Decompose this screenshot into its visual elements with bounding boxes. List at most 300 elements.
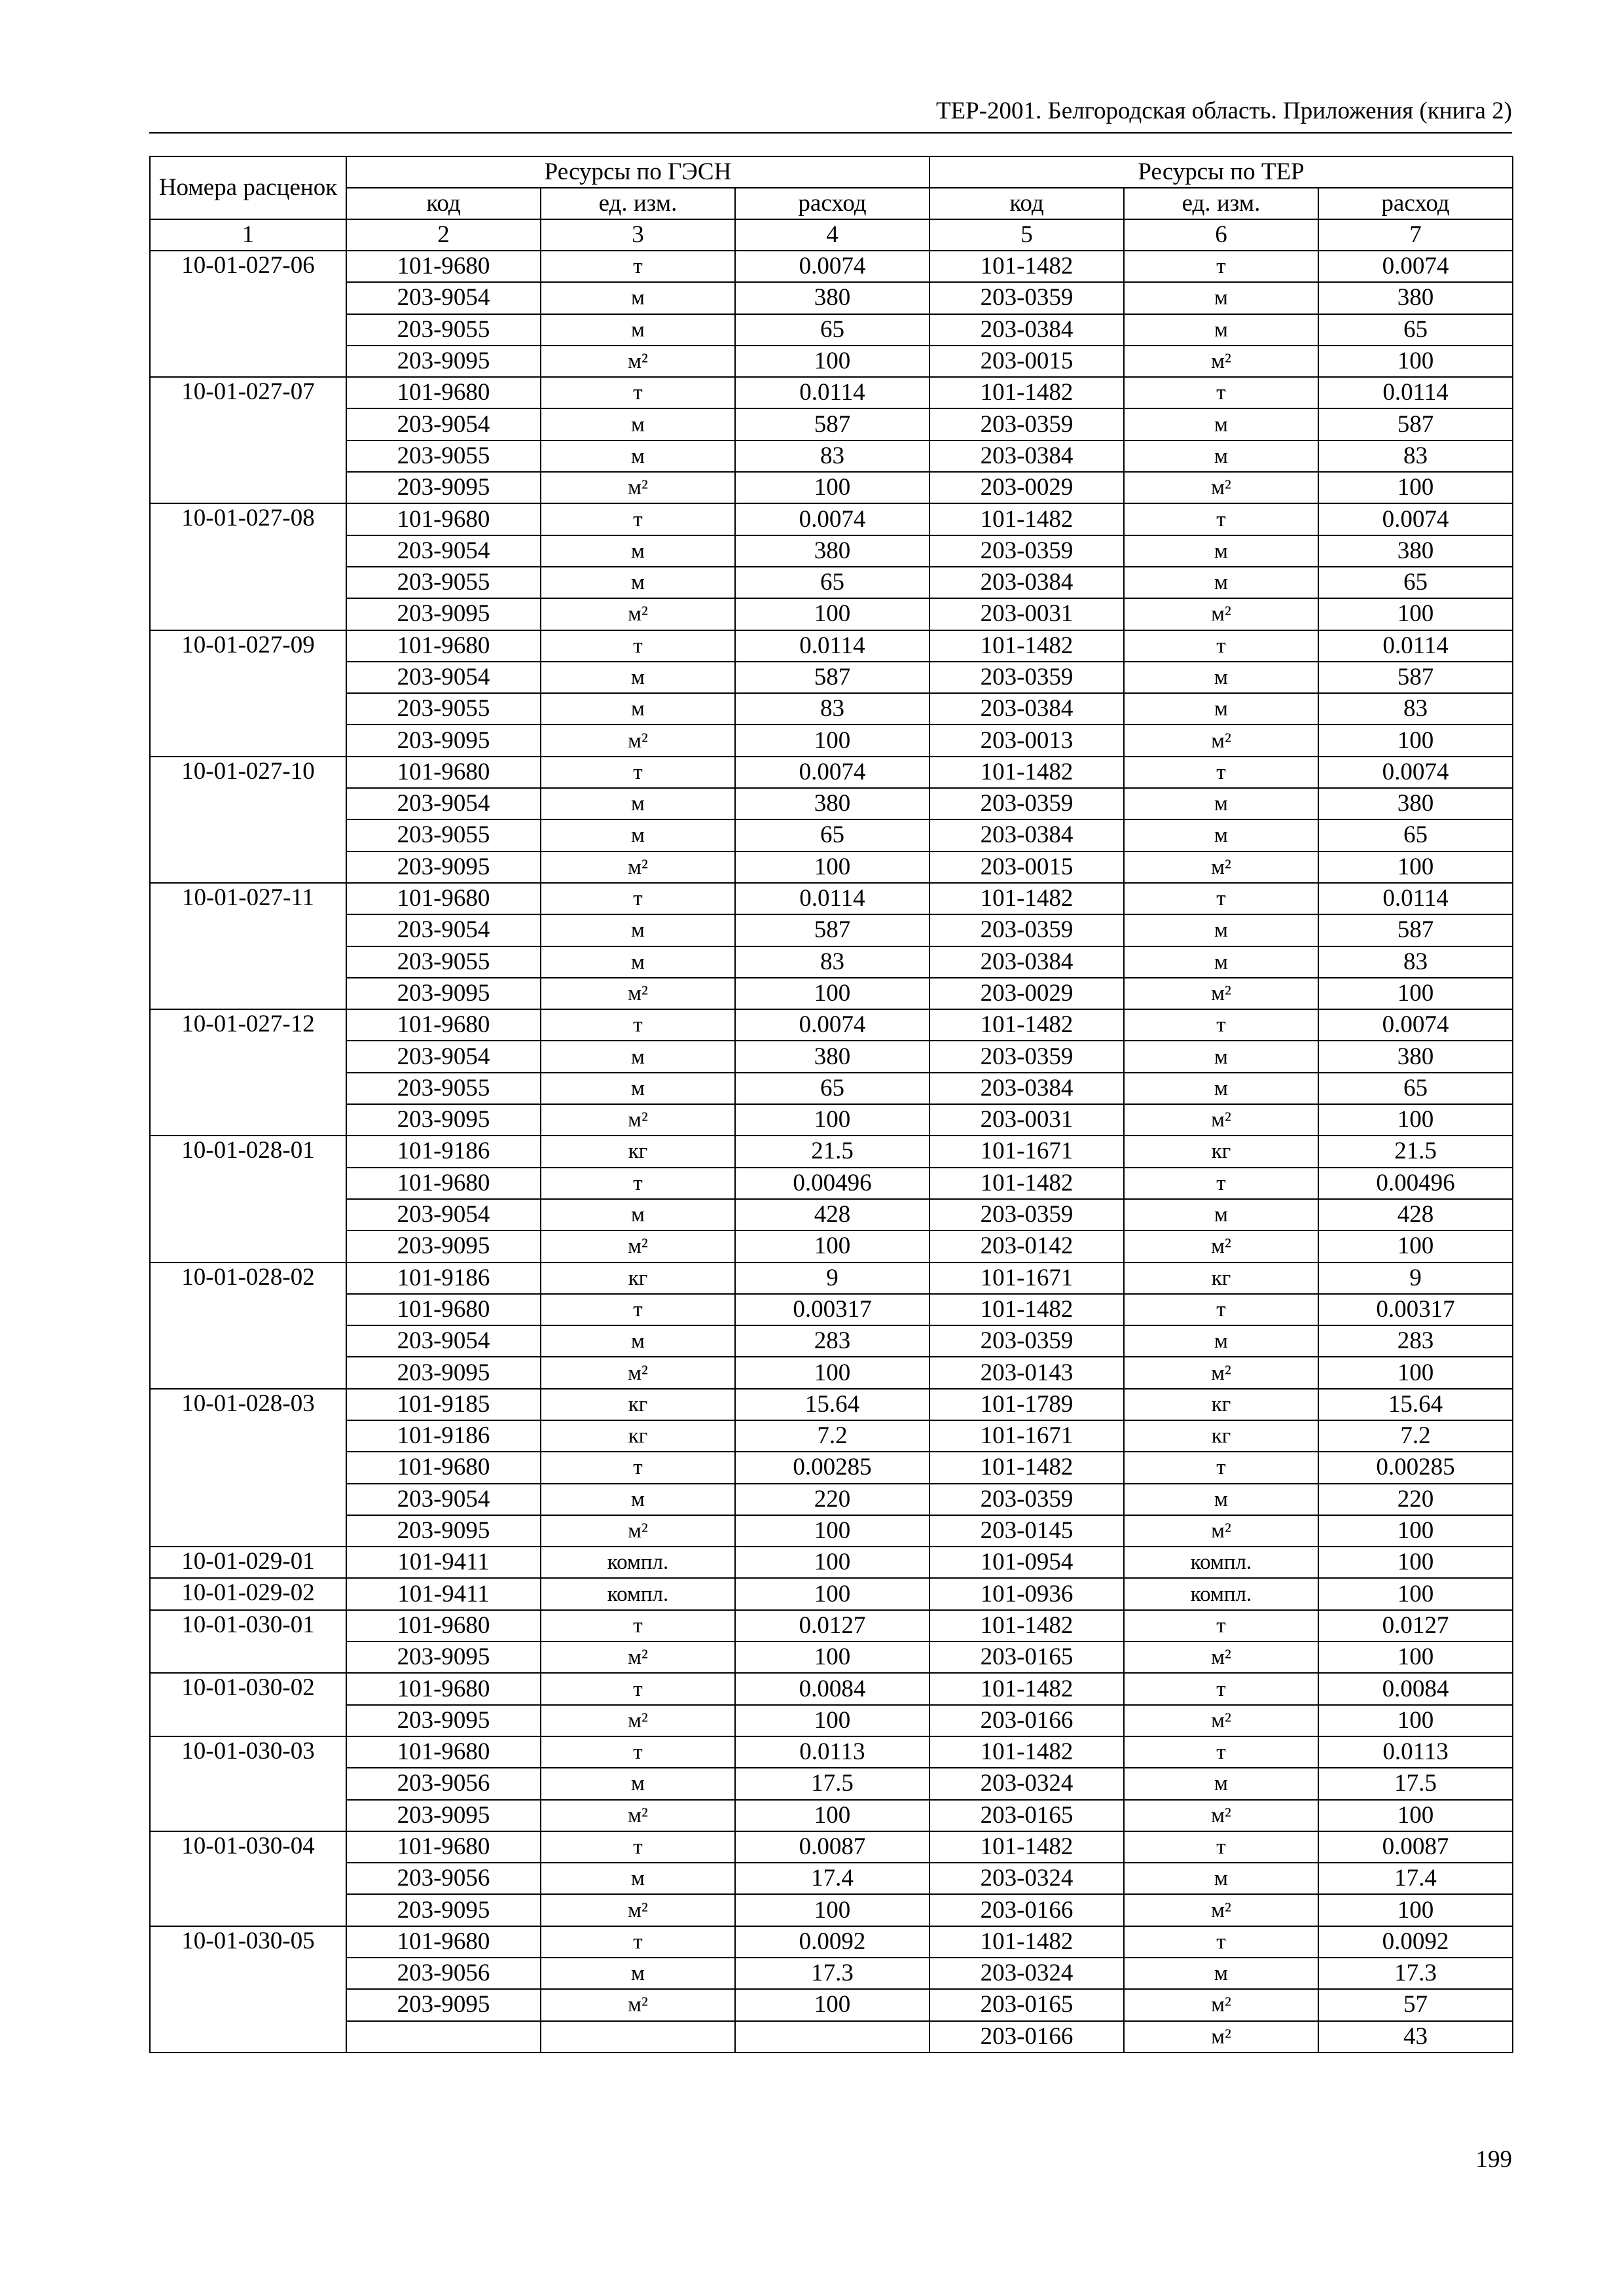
- gesn-unit-cell: м: [541, 1073, 735, 1104]
- table-row: [150, 978, 1513, 1009]
- ter-unit-cell: м: [1124, 282, 1318, 314]
- ter-code-cell: 101-1482: [929, 377, 1124, 408]
- ter-consumption-cell: 380: [1318, 788, 1513, 819]
- gesn-code-cell: 203-9095: [346, 1989, 541, 2020]
- table-row: [150, 630, 1513, 662]
- ter-code-cell: 203-0013: [929, 725, 1124, 756]
- gesn-code-cell: 203-9055: [346, 440, 541, 472]
- table-row: [150, 1863, 1513, 1894]
- ter-code-cell: 203-0165: [929, 1800, 1124, 1831]
- column-number: 2: [346, 219, 541, 251]
- ter-consumption-cell: 100: [1318, 1515, 1513, 1547]
- gesn-consumption-cell: 83: [735, 693, 929, 725]
- ter-unit-cell: т: [1124, 1168, 1318, 1199]
- table-row: [150, 725, 1513, 756]
- gesn-code-cell: 203-9095: [346, 978, 541, 1009]
- ter-unit-header: ед. изм.: [1124, 188, 1318, 219]
- table-row: [150, 946, 1513, 978]
- gesn-code-cell: 101-9186: [346, 1136, 541, 1167]
- table-row: [150, 914, 1513, 946]
- ter-unit-cell: м²: [1124, 2021, 1318, 2053]
- gesn-unit-cell: м: [541, 1484, 735, 1515]
- gesn-unit-cell: т: [541, 1168, 735, 1199]
- document-title: ТЕР-2001. Белгородская область. Приложения (книга 2): [935, 98, 1512, 124]
- gesn-code-cell: 203-9095: [346, 1230, 541, 1262]
- ter-unit-cell: кг: [1124, 1263, 1318, 1294]
- gesn-code-cell: 203-9056: [346, 1958, 541, 1989]
- ter-consumption-cell: 17.3: [1318, 1958, 1513, 1989]
- gesn-unit-cell: м: [541, 1325, 735, 1357]
- gesn-unit-cell: м²: [541, 346, 735, 377]
- ter-unit-cell: м²: [1124, 1104, 1318, 1136]
- gesn-consumption-cell: 0.0087: [735, 1831, 929, 1863]
- ter-consumption-cell: 0.00496: [1318, 1168, 1513, 1199]
- gesn-code-cell: 203-9054: [346, 1199, 541, 1230]
- ter-unit-cell: м: [1124, 914, 1318, 946]
- table-row: [150, 251, 1513, 282]
- ter-consumption-header: расход: [1318, 188, 1513, 219]
- ter-consumption-cell: 0.0074: [1318, 1009, 1513, 1041]
- gesn-unit-cell: кг: [541, 1136, 735, 1167]
- gesn-code-cell: 203-9095: [346, 1104, 541, 1136]
- gesn-code-cell: 203-9055: [346, 946, 541, 978]
- gesn-consumption-cell: 380: [735, 788, 929, 819]
- table-row: [150, 1420, 1513, 1452]
- running-header: [149, 93, 1512, 134]
- ter-code-cell: 203-0166: [929, 1894, 1124, 1926]
- ter-code-cell: 203-0029: [929, 978, 1124, 1009]
- ter-code-cell: 203-0359: [929, 1041, 1124, 1072]
- table-row: [150, 1452, 1513, 1483]
- gesn-consumption-cell: 100: [735, 852, 929, 883]
- ter-code-cell: 203-0031: [929, 1104, 1124, 1136]
- ter-unit-cell: м: [1124, 788, 1318, 819]
- resources-table: [149, 156, 1513, 2053]
- ter-consumption-cell: 83: [1318, 693, 1513, 725]
- gesn-consumption-cell: 100: [735, 1515, 929, 1547]
- gesn-unit-cell: м²: [541, 1357, 735, 1388]
- gesn-code-cell: 203-9054: [346, 282, 541, 314]
- gesn-consumption-cell: 380: [735, 282, 929, 314]
- gesn-unit-cell: т: [541, 503, 735, 535]
- gesn-code-cell: 101-9680: [346, 1009, 541, 1041]
- ter-unit-cell: т: [1124, 1009, 1318, 1041]
- ter-unit-cell: т: [1124, 1294, 1318, 1325]
- ter-unit-cell: м: [1124, 946, 1318, 978]
- ter-unit-cell: т: [1124, 503, 1318, 535]
- gesn-unit-cell: м²: [541, 1989, 735, 2020]
- table-row: [150, 567, 1513, 598]
- gesn-unit-header: ед. изм.: [541, 188, 735, 219]
- table-row: [150, 314, 1513, 346]
- ter-unit-cell: т: [1124, 757, 1318, 788]
- rate-number-cell: 10-01-029-01: [150, 1547, 346, 1578]
- ter-consumption-cell: 83: [1318, 946, 1513, 978]
- table-row: [150, 503, 1513, 535]
- rate-number-cell: 10-01-030-02: [150, 1673, 346, 1736]
- gesn-code-cell: [346, 2021, 541, 2053]
- ter-code-cell: 101-1482: [929, 1926, 1124, 1958]
- ter-code-cell: 101-1482: [929, 251, 1124, 282]
- ter-code-cell: 203-0145: [929, 1515, 1124, 1547]
- table-row: [150, 1958, 1513, 1989]
- gesn-code-cell: 101-9680: [346, 1673, 541, 1704]
- gesn-code-cell: 101-9186: [346, 1420, 541, 1452]
- table-row: [150, 346, 1513, 377]
- rate-number-cell: 10-01-030-04: [150, 1831, 346, 1926]
- table-row: [150, 1168, 1513, 1199]
- ter-consumption-cell: 100: [1318, 1800, 1513, 1831]
- ter-unit-cell: м: [1124, 1768, 1318, 1799]
- ter-unit-cell: м: [1124, 1041, 1318, 1072]
- gesn-code-cell: 203-9095: [346, 852, 541, 883]
- ter-code-cell: 203-0384: [929, 946, 1124, 978]
- gesn-code-cell: 203-9095: [346, 1357, 541, 1388]
- ter-unit-cell: т: [1124, 1926, 1318, 1958]
- table-row: [150, 472, 1513, 503]
- ter-unit-cell: м: [1124, 1325, 1318, 1357]
- gesn-code-cell: 203-9095: [346, 472, 541, 503]
- table-row: [150, 1073, 1513, 1104]
- gesn-unit-cell: м²: [541, 1800, 735, 1831]
- gesn-code-cell: 101-9680: [346, 1168, 541, 1199]
- ter-unit-cell: т: [1124, 1736, 1318, 1768]
- ter-consumption-cell: 283: [1318, 1325, 1513, 1357]
- ter-consumption-cell: 0.0114: [1318, 630, 1513, 662]
- gesn-unit-cell: м²: [541, 725, 735, 756]
- ter-unit-cell: м: [1124, 662, 1318, 693]
- ter-code-header: код: [929, 188, 1124, 219]
- gesn-unit-cell: м: [541, 408, 735, 440]
- gesn-consumption-cell: 83: [735, 946, 929, 978]
- ter-code-cell: 203-0015: [929, 346, 1124, 377]
- table-row: [150, 1800, 1513, 1831]
- gesn-code-cell: 101-9185: [346, 1389, 541, 1420]
- ter-code-cell: 203-0324: [929, 1863, 1124, 1894]
- gesn-consumption-cell: 100: [735, 725, 929, 756]
- gesn-unit-cell: компл.: [541, 1578, 735, 1609]
- gesn-consumption-cell: 100: [735, 598, 929, 630]
- rate-numbers-header: [150, 156, 346, 219]
- gesn-unit-cell: т: [541, 1009, 735, 1041]
- gesn-code-cell: 203-9095: [346, 598, 541, 630]
- table-row: [150, 1041, 1513, 1072]
- ter-unit-cell: м²: [1124, 1515, 1318, 1547]
- gesn-consumption-cell: 587: [735, 914, 929, 946]
- ter-consumption-cell: 0.0114: [1318, 377, 1513, 408]
- gesn-unit-cell: м: [541, 693, 735, 725]
- ter-unit-cell: м: [1124, 693, 1318, 725]
- table-row: [150, 1199, 1513, 1230]
- gesn-consumption-cell: 0.0114: [735, 883, 929, 914]
- gesn-code-cell: 203-9095: [346, 725, 541, 756]
- table-header: [150, 156, 1513, 251]
- gesn-code-cell: 101-9411: [346, 1547, 541, 1578]
- ter-code-cell: 203-0359: [929, 1484, 1124, 1515]
- gesn-code-cell: 203-9095: [346, 1515, 541, 1547]
- table-row: [150, 1547, 1513, 1578]
- ter-code-cell: 203-0359: [929, 662, 1124, 693]
- ter-consumption-cell: 17.4: [1318, 1863, 1513, 1894]
- gesn-code-cell: 101-9186: [346, 1263, 541, 1294]
- gesn-unit-cell: т: [541, 757, 735, 788]
- table-row: [150, 1325, 1513, 1357]
- gesn-unit-cell: м²: [541, 1641, 735, 1673]
- table-row: [150, 1610, 1513, 1641]
- ter-unit-cell: м²: [1124, 1989, 1318, 2020]
- gesn-consumption-cell: 7.2: [735, 1420, 929, 1452]
- gesn-code-cell: 101-9680: [346, 503, 541, 535]
- gesn-resources-header: Ресурсы по ГЭСН: [346, 156, 929, 188]
- ter-code-cell: 101-1482: [929, 1009, 1124, 1041]
- gesn-unit-cell: м: [541, 440, 735, 472]
- table-row: [150, 1515, 1513, 1547]
- table-row: [150, 852, 1513, 883]
- table-row: [150, 535, 1513, 567]
- gesn-consumption-cell: 428: [735, 1199, 929, 1230]
- table-row: [150, 1104, 1513, 1136]
- ter-unit-cell: м²: [1124, 1641, 1318, 1673]
- ter-consumption-cell: 100: [1318, 346, 1513, 377]
- ter-unit-cell: м: [1124, 535, 1318, 567]
- column-number: 3: [541, 219, 735, 251]
- table-row: [150, 377, 1513, 408]
- gesn-consumption-cell: 0.0074: [735, 757, 929, 788]
- table-row: [150, 819, 1513, 851]
- table-row: [150, 1009, 1513, 1041]
- gesn-consumption-cell: 100: [735, 1894, 929, 1926]
- gesn-code-cell: 101-9680: [346, 1831, 541, 1863]
- gesn-code-cell: 203-9055: [346, 819, 541, 851]
- gesn-code-cell: 203-9054: [346, 662, 541, 693]
- gesn-consumption-cell: 220: [735, 1484, 929, 1515]
- table-row: [150, 1578, 1513, 1609]
- gesn-consumption-cell: 65: [735, 1073, 929, 1104]
- gesn-consumption-cell: 100: [735, 1641, 929, 1673]
- gesn-code-cell: 101-9680: [346, 1294, 541, 1325]
- gesn-code-cell: 203-9095: [346, 1641, 541, 1673]
- ter-consumption-cell: 83: [1318, 440, 1513, 472]
- gesn-code-cell: 203-9054: [346, 914, 541, 946]
- ter-consumption-cell: 15.64: [1318, 1389, 1513, 1420]
- table-row: [150, 1736, 1513, 1768]
- gesn-consumption-cell: 0.0074: [735, 1009, 929, 1041]
- ter-consumption-cell: 100: [1318, 852, 1513, 883]
- ter-code-cell: 101-1482: [929, 1736, 1124, 1768]
- ter-consumption-cell: 587: [1318, 408, 1513, 440]
- gesn-consumption-cell: 65: [735, 819, 929, 851]
- ter-unit-cell: м: [1124, 408, 1318, 440]
- rate-number-cell: 10-01-028-03: [150, 1389, 346, 1547]
- table-row: [150, 662, 1513, 693]
- ter-consumption-cell: 100: [1318, 1104, 1513, 1136]
- gesn-consumption-cell: 380: [735, 1041, 929, 1072]
- column-number: 4: [735, 219, 929, 251]
- gesn-consumption-cell: 0.0114: [735, 630, 929, 662]
- gesn-code-cell: 203-9054: [346, 1484, 541, 1515]
- ter-unit-cell: т: [1124, 1831, 1318, 1863]
- rate-number-cell: 10-01-027-12: [150, 1009, 346, 1136]
- table-row: [150, 408, 1513, 440]
- gesn-consumption-cell: [735, 2021, 929, 2053]
- rate-number-cell: 10-01-027-09: [150, 630, 346, 757]
- ter-code-cell: 101-1482: [929, 1294, 1124, 1325]
- gesn-unit-cell: м: [541, 282, 735, 314]
- ter-consumption-cell: 100: [1318, 725, 1513, 756]
- gesn-consumption-cell: 0.0113: [735, 1736, 929, 1768]
- gesn-consumption-cell: 0.0084: [735, 1673, 929, 1704]
- gesn-code-cell: 203-9095: [346, 1705, 541, 1736]
- gesn-consumption-cell: 100: [735, 1547, 929, 1578]
- ter-consumption-cell: 9: [1318, 1263, 1513, 1294]
- gesn-code-cell: 203-9095: [346, 346, 541, 377]
- rate-number-cell: 10-01-030-01: [150, 1610, 346, 1674]
- ter-consumption-cell: 0.0074: [1318, 503, 1513, 535]
- ter-consumption-cell: 0.0087: [1318, 1831, 1513, 1863]
- gesn-unit-cell: м: [541, 788, 735, 819]
- rate-number-cell: 10-01-030-05: [150, 1926, 346, 2053]
- ter-code-cell: 203-0384: [929, 314, 1124, 346]
- gesn-consumption-cell: 100: [735, 1705, 929, 1736]
- gesn-unit-cell: м²: [541, 1230, 735, 1262]
- gesn-code-cell: 203-9054: [346, 408, 541, 440]
- gesn-unit-cell: м²: [541, 1705, 735, 1736]
- gesn-unit-cell: т: [541, 1736, 735, 1768]
- table-row: [150, 440, 1513, 472]
- gesn-consumption-header: расход: [735, 188, 929, 219]
- gesn-consumption-cell: 15.64: [735, 1389, 929, 1420]
- gesn-consumption-cell: 65: [735, 567, 929, 598]
- ter-code-cell: 203-0143: [929, 1357, 1124, 1388]
- ter-unit-cell: т: [1124, 883, 1318, 914]
- ter-unit-cell: м: [1124, 1863, 1318, 1894]
- table-row: [150, 1768, 1513, 1799]
- ter-unit-cell: м: [1124, 1484, 1318, 1515]
- gesn-unit-cell: т: [541, 1610, 735, 1641]
- gesn-code-cell: 203-9055: [346, 567, 541, 598]
- gesn-consumption-cell: 587: [735, 662, 929, 693]
- ter-code-cell: 101-1482: [929, 883, 1124, 914]
- gesn-consumption-cell: 17.3: [735, 1958, 929, 1989]
- gesn-unit-cell: компл.: [541, 1547, 735, 1578]
- gesn-consumption-cell: 100: [735, 1104, 929, 1136]
- ter-code-cell: 101-1671: [929, 1136, 1124, 1167]
- gesn-unit-cell: т: [541, 251, 735, 282]
- ter-unit-cell: м: [1124, 1199, 1318, 1230]
- ter-code-cell: 203-0142: [929, 1230, 1124, 1262]
- gesn-unit-cell: м: [541, 535, 735, 567]
- rate-number-cell: 10-01-027-08: [150, 503, 346, 630]
- gesn-consumption-cell: 21.5: [735, 1136, 929, 1167]
- gesn-consumption-cell: 0.0074: [735, 503, 929, 535]
- gesn-unit-cell: т: [541, 1294, 735, 1325]
- gesn-consumption-cell: 0.00317: [735, 1294, 929, 1325]
- ter-consumption-cell: 43: [1318, 2021, 1513, 2053]
- ter-consumption-cell: 17.5: [1318, 1768, 1513, 1799]
- ter-consumption-cell: 380: [1318, 1041, 1513, 1072]
- table-row: [150, 883, 1513, 914]
- rate-number-cell: 10-01-029-02: [150, 1578, 346, 1609]
- table-row: [150, 788, 1513, 819]
- gesn-unit-cell: м²: [541, 1894, 735, 1926]
- ter-unit-cell: м²: [1124, 852, 1318, 883]
- ter-consumption-cell: 100: [1318, 1547, 1513, 1578]
- ter-unit-cell: м²: [1124, 1800, 1318, 1831]
- gesn-unit-cell: т: [541, 377, 735, 408]
- gesn-unit-cell: м²: [541, 852, 735, 883]
- rate-number-cell: 10-01-027-07: [150, 377, 346, 503]
- ter-code-cell: 203-0384: [929, 819, 1124, 851]
- gesn-unit-cell: м²: [541, 1515, 735, 1547]
- ter-consumption-cell: 0.0074: [1318, 251, 1513, 282]
- ter-consumption-cell: 100: [1318, 1894, 1513, 1926]
- ter-consumption-cell: 100: [1318, 1357, 1513, 1388]
- gesn-code-cell: 203-9095: [346, 1800, 541, 1831]
- ter-consumption-cell: 587: [1318, 914, 1513, 946]
- gesn-consumption-cell: 0.0127: [735, 1610, 929, 1641]
- gesn-unit-cell: м: [541, 946, 735, 978]
- gesn-code-cell: 101-9680: [346, 1926, 541, 1958]
- table-row: [150, 1831, 1513, 1863]
- gesn-consumption-cell: 17.4: [735, 1863, 929, 1894]
- table-row: [150, 1230, 1513, 1262]
- ter-consumption-cell: 65: [1318, 1073, 1513, 1104]
- gesn-consumption-cell: 380: [735, 535, 929, 567]
- ter-consumption-cell: 0.0127: [1318, 1610, 1513, 1641]
- ter-code-cell: 203-0165: [929, 1989, 1124, 2020]
- table-row: [150, 1894, 1513, 1926]
- ter-consumption-cell: 100: [1318, 1230, 1513, 1262]
- gesn-code-cell: 101-9680: [346, 1736, 541, 1768]
- gesn-consumption-cell: 100: [735, 1989, 929, 2020]
- table-row: [150, 1705, 1513, 1736]
- ter-unit-cell: кг: [1124, 1389, 1318, 1420]
- rate-number-cell: 10-01-028-02: [150, 1263, 346, 1389]
- ter-unit-cell: м²: [1124, 598, 1318, 630]
- ter-code-cell: 203-0324: [929, 1958, 1124, 1989]
- ter-code-cell: 203-0166: [929, 1705, 1124, 1736]
- ter-consumption-cell: 0.0074: [1318, 757, 1513, 788]
- gesn-consumption-cell: 0.00496: [735, 1168, 929, 1199]
- rate-numbers-label: Номера расценок: [158, 174, 338, 201]
- ter-consumption-cell: 100: [1318, 1705, 1513, 1736]
- ter-code-cell: 101-1482: [929, 1673, 1124, 1704]
- gesn-unit-cell: м²: [541, 1104, 735, 1136]
- ter-unit-cell: м²: [1124, 978, 1318, 1009]
- table-row: [150, 1263, 1513, 1294]
- ter-unit-cell: компл.: [1124, 1578, 1318, 1609]
- gesn-consumption-cell: 100: [735, 978, 929, 1009]
- ter-code-cell: 203-0384: [929, 1073, 1124, 1104]
- column-number: 6: [1124, 219, 1318, 251]
- ter-code-cell: 101-1789: [929, 1389, 1124, 1420]
- table-row: [150, 1357, 1513, 1388]
- gesn-code-cell: 203-9054: [346, 788, 541, 819]
- gesn-code-cell: 101-9680: [346, 883, 541, 914]
- ter-code-cell: 101-1482: [929, 1452, 1124, 1483]
- ter-unit-cell: м²: [1124, 1230, 1318, 1262]
- ter-consumption-cell: 100: [1318, 472, 1513, 503]
- gesn-code-header: код: [346, 188, 541, 219]
- gesn-consumption-cell: 587: [735, 408, 929, 440]
- gesn-consumption-cell: 100: [735, 1230, 929, 1262]
- ter-consumption-cell: 220: [1318, 1484, 1513, 1515]
- gesn-unit-cell: м: [541, 1768, 735, 1799]
- ter-consumption-cell: 0.0113: [1318, 1736, 1513, 1768]
- ter-unit-cell: м²: [1124, 346, 1318, 377]
- ter-unit-cell: м: [1124, 1958, 1318, 1989]
- table-row: [150, 1926, 1513, 1958]
